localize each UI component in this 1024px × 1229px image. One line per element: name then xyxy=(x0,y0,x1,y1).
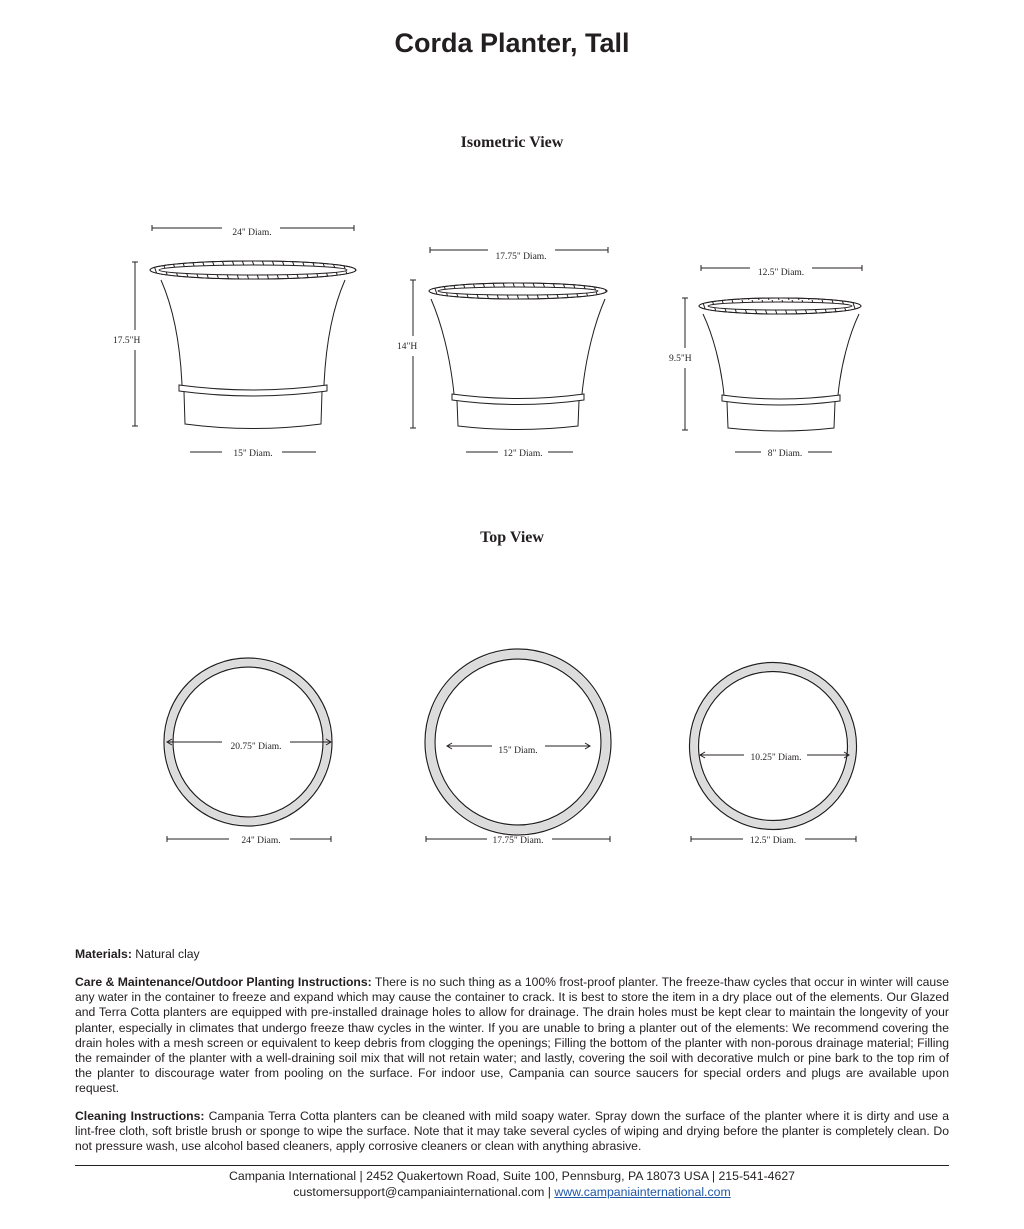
top-medium-outer-diam: 17.75" Diam. xyxy=(492,836,544,846)
care-text: There is no such thing as a 100% frost-proof planter. The freeze-thaw cycles that occur in winter will cause any water in the container to freeze and expand which may cause the container to crack. It is best to store the item in a dry place out of the elements. Our Glazed and Terra Cotta planters are equipped with pre-installed drainage holes to allow for drainage. The drain holes must be kept clear to maintain the longevity of your planter, especially in climates that undergo freeze thaw cycles in the winter. If you are unable to bring a planter out of the elements: We recommend covering the drain holes with a mesh screen or equivalent to keep debris from clogging the openings; Filling the bottom of the planter with non-porous drainage material; Filling the remainder of the planter with a well-draining soil mix that will not retain water; and lastly, covering the soil with decorative mulch or pine bark to the top rim of the planter to discourage water from pooling on the surface. For indoor use, Campania can source saucers for special orders and plugs are available upon request. xyxy=(75,975,950,1096)
top-large-outer-diam: 24" Diam. xyxy=(241,836,281,846)
iso-small-height: 9.5"H xyxy=(669,354,692,364)
isometric-planter-large xyxy=(150,261,356,429)
isometric-planter-medium xyxy=(429,283,607,430)
top-small-inner-diam: 10.25" Diam. xyxy=(750,753,802,763)
footer-divider xyxy=(75,1165,949,1166)
iso-medium-height: 14"H xyxy=(397,342,418,352)
iso-small-top-diam: 12.5" Diam. xyxy=(757,268,805,278)
cleaning-text: Campania Terra Cotta planters can be cleaned with mild soapy water. Spray down the surface of the planter where it is dirty and use a lint-free cloth, soft bristle brush or sponge to wipe the surface. Note that it may take several cycles of wiping and drying before the planter is completely clean. Do not pressure wash, use alcohol based cleaners, apply corrosive cleaners or clean with anything abrasive. xyxy=(75,1109,950,1154)
iso-large-base-diam: 15" Diam. xyxy=(233,449,273,459)
top-small-outer-diam: 12.5" Diam. xyxy=(749,836,797,846)
footer-email: customersupport@campaniainternational.com xyxy=(293,1185,545,1199)
iso-medium-base-diam: 12" Diam. xyxy=(503,449,543,459)
footer-contact xyxy=(0,1185,1024,1199)
top-view-ring-small xyxy=(690,663,857,830)
isometric-planter-small xyxy=(699,298,861,431)
page-title: Corda Planter, Tall xyxy=(394,28,630,58)
footer-address: Campania International | 2452 Quakertown Road, Suite 100, Pennsburg, PA 18073 USA | 215-541-4627 xyxy=(228,1169,796,1183)
isometric-view-heading: Isometric View xyxy=(460,134,564,151)
care-label: Care & Maintenance/Outdoor Planting Instructions: xyxy=(75,975,372,989)
cleaning-paragraph xyxy=(75,1109,949,1155)
top-view-ring-medium xyxy=(425,649,611,835)
iso-large-height: 17.5"H xyxy=(113,336,141,346)
website-link[interactable]: www.campaniainternational.com xyxy=(554,1185,731,1199)
materials-paragraph xyxy=(75,947,949,962)
iso-medium-top-diam: 17.75" Diam. xyxy=(495,252,547,262)
footer-separator: | xyxy=(547,1185,551,1199)
care-paragraph xyxy=(75,975,949,1097)
cleaning-label: Cleaning Instructions: xyxy=(75,1109,205,1123)
materials-text: Natural clay xyxy=(135,947,200,961)
top-large-inner-diam: 20.75" Diam. xyxy=(230,742,282,752)
iso-large-top-diam: 24" Diam. xyxy=(232,228,272,238)
materials-label: Materials: xyxy=(75,947,132,961)
iso-small-base-diam: 8" Diam. xyxy=(767,449,803,459)
top-view-heading: Top View xyxy=(480,529,544,546)
top-medium-inner-diam: 15" Diam. xyxy=(498,746,538,756)
